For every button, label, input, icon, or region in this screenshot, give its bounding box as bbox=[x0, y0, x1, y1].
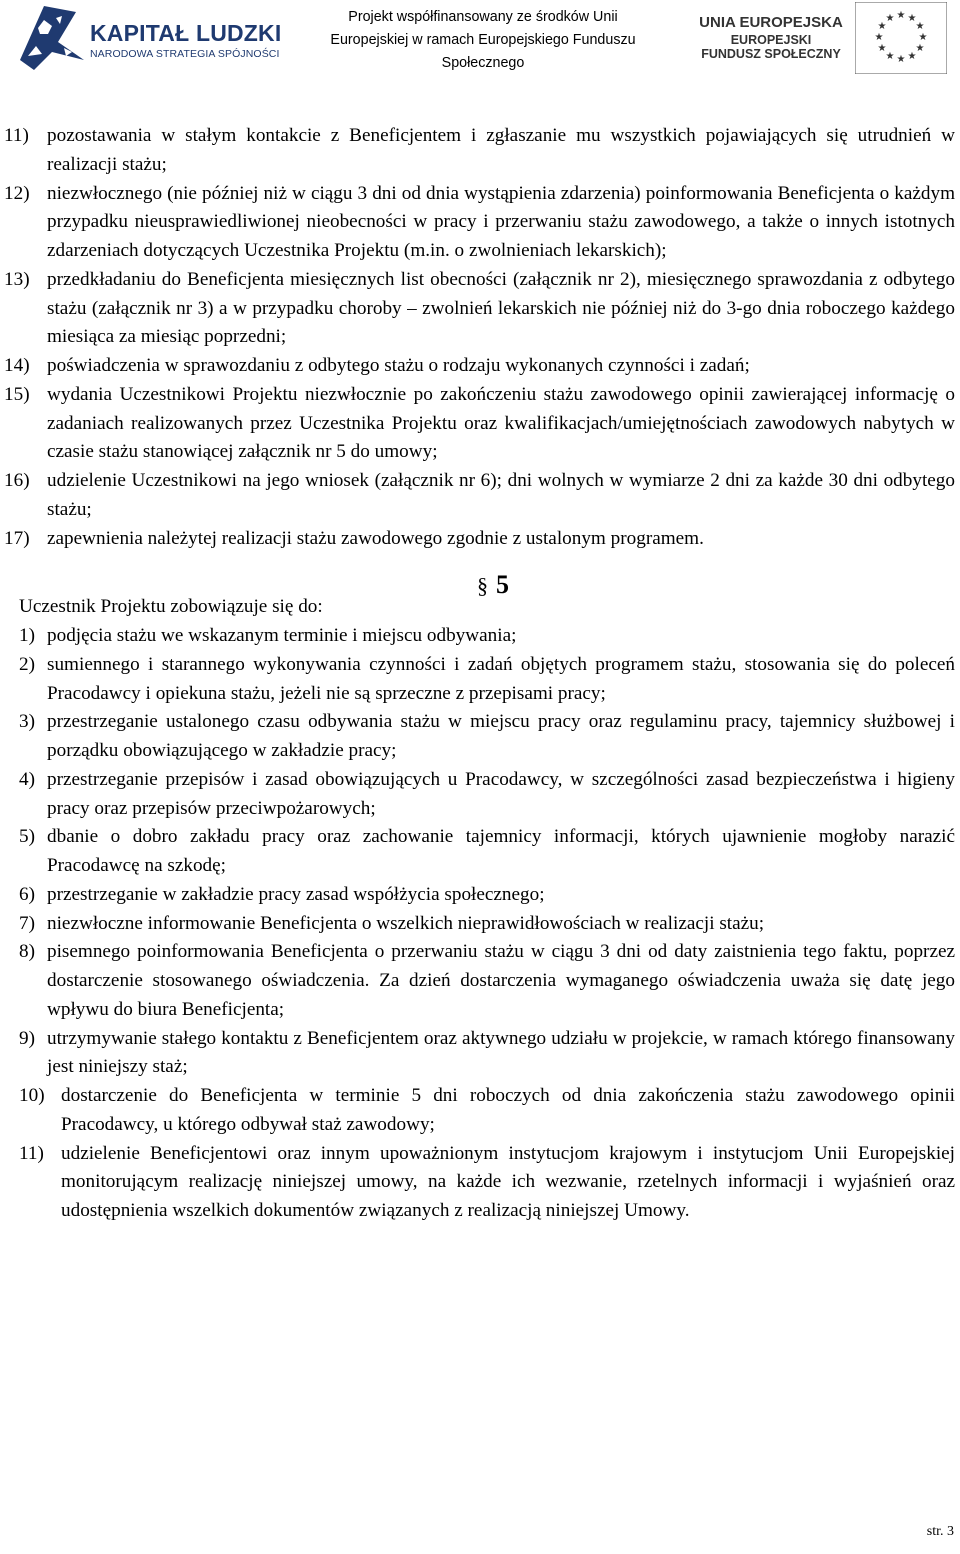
list-item bbox=[0, 1140, 960, 1226]
item-number: 8) bbox=[19, 941, 35, 963]
item-number: 11) bbox=[4, 125, 29, 146]
item-text: dostarczenie do Beneficjenta w terminie 5 dni roboczych od dnia zakończenia stażu zawodowego opinii Pracodawcy, u którego odbywał staż zawodowy; bbox=[61, 1085, 955, 1135]
item-number: 12) bbox=[4, 182, 30, 204]
section-number: 5 bbox=[496, 570, 509, 600]
item-number: 10) bbox=[19, 1085, 45, 1106]
svg-text:★: ★ bbox=[918, 32, 928, 43]
list-item bbox=[0, 525, 960, 554]
eu-line-3: FUNDUSZ SPOŁECZNY bbox=[701, 47, 841, 61]
list-item bbox=[0, 823, 960, 881]
svg-text:★: ★ bbox=[874, 32, 884, 43]
eu-text bbox=[696, 14, 846, 61]
list-item bbox=[0, 352, 960, 381]
item-number: 2) bbox=[19, 653, 35, 675]
page-number: str. 3 bbox=[926, 1524, 954, 1539]
svg-text:★: ★ bbox=[885, 13, 895, 24]
item-number: 9) bbox=[19, 1027, 35, 1049]
item-text: podjęcia stażu we wskazanym terminie i miejscu odbywania; bbox=[47, 625, 517, 646]
page-header bbox=[0, 0, 960, 80]
obligations-list-b bbox=[0, 622, 960, 1226]
list-item bbox=[0, 910, 960, 939]
item-text: przestrzeganie w zakładzie pracy zasad współżycia społecznego; bbox=[47, 883, 545, 905]
kl-name: KAPITAŁ LUDZKI bbox=[90, 20, 282, 46]
item-text: sumiennego i starannego wykonywania czynności i zadań objętych programem stażu, stosowania się do poleceń Pracodawcy i opiekuna stażu, jeżeli nie są sprzeczne z przepisami pracy; bbox=[47, 653, 955, 704]
section-intro: Uczestnik Projektu zobowiązuje się do: bbox=[19, 596, 323, 618]
eu-line-2: EUROPEJSKI bbox=[730, 33, 812, 47]
list-item bbox=[0, 381, 960, 467]
item-text: pozostawania w stałym kontakcie z Beneficjentem i zgłaszanie mu wszystkich pojawiających się utrudnień w realizacji stażu; bbox=[47, 125, 955, 175]
kapital-ludzki-text bbox=[90, 20, 281, 60]
obligations-list-a bbox=[0, 122, 960, 553]
list-item bbox=[0, 881, 960, 910]
item-number: 5) bbox=[19, 826, 35, 848]
item-text: niezwłoczne informowanie Beneficjenta o wszelkich nieprawidłowościach w realizacji stażu; bbox=[47, 912, 765, 934]
item-number: 13) bbox=[4, 268, 30, 290]
svg-text:★: ★ bbox=[877, 21, 887, 32]
item-number: 11) bbox=[19, 1142, 44, 1164]
item-number: 14) bbox=[4, 355, 30, 376]
item-text: wydania Uczestnikowi Projektu niezwłocznie po zakończeniu stażu zawodowego opinii zawierającej informację o zadaniach realizowanych przez Uczestnika Projektu oraz kwalifikacjach/umiejętnościach zawodowych nabytych w czasie stażu stanowiącej załącznik nr 5 do umowy; bbox=[47, 383, 955, 463]
section-symbol: § bbox=[477, 573, 488, 599]
item-text: poświadczenia w sprawozdaniu z odbytego stażu o rodzaju wykonanych czynności i zadań; bbox=[47, 355, 750, 376]
list-item bbox=[0, 651, 960, 709]
cofinancing-line-3: Społecznego bbox=[441, 55, 525, 71]
item-text: przestrzeganie ustalonego czasu odbywania stażu w miejscu pracy oraz regulaminu pracy, tajemnicy służbowej i porządku obowiązującego w zakładzie pracy; bbox=[47, 711, 955, 761]
svg-text:★: ★ bbox=[907, 51, 917, 62]
kl-subtitle: NARODOWA STRATEGIA SPÓJNOŚCI bbox=[90, 48, 280, 60]
list-item bbox=[0, 122, 960, 180]
list-item bbox=[0, 766, 960, 824]
cofinancing-note bbox=[318, 6, 648, 75]
item-text: przedkładaniu do Beneficjenta miesięcznych list obecności (załącznik nr 2), miesięcznego sprawozdania z odbytego stażu (załącznik nr 3) a w przypadku choroby – zwolnień lekarskich nie później niż do 3-go dnia roboczego każdego miesiąca za miesiąc poprzedni; bbox=[47, 268, 955, 348]
list-item bbox=[0, 180, 960, 266]
cofinancing-line-2: Europejskiej w ramach Europejskiego Funduszu bbox=[330, 32, 636, 48]
item-number: 16) bbox=[4, 470, 30, 491]
list-item bbox=[0, 622, 960, 651]
item-number: 15) bbox=[4, 383, 30, 405]
svg-text:★: ★ bbox=[896, 54, 906, 65]
item-number: 6) bbox=[19, 883, 35, 905]
eu-flag-icon bbox=[855, 2, 947, 74]
list-item bbox=[0, 266, 960, 352]
svg-text:★: ★ bbox=[885, 51, 895, 62]
svg-text:★: ★ bbox=[877, 43, 887, 54]
document-body bbox=[0, 122, 960, 1226]
cofinancing-line-1: Projekt współfinansowany ze środków Unii bbox=[348, 9, 618, 25]
item-text: zapewnienia należytej realizacji stażu zawodowego zgodnie z ustalonym programem. bbox=[47, 527, 704, 549]
svg-text:★: ★ bbox=[915, 21, 925, 32]
list-item bbox=[0, 708, 960, 766]
list-item bbox=[0, 1082, 960, 1140]
list-item bbox=[0, 467, 960, 525]
item-number: 3) bbox=[19, 711, 35, 733]
svg-text:★: ★ bbox=[896, 10, 906, 21]
item-text: pisemnego poinformowania Beneficjenta o przerwaniu stażu w ciągu 3 dni od daty zaistnienia tego faktu, poprzez dostarczenie stosowanego oświadczenia. Za dzień dostarczenia wymaganego oświadczenia uważa się datę jego wpływu do biura Beneficjenta; bbox=[47, 941, 955, 1020]
item-text: udzielenie Uczestnikowi na jego wniosek (załącznik nr 6); dni wolnych w wymiarze 2 dni za każde 30 dni odbytego stażu; bbox=[47, 470, 955, 520]
item-text: przestrzeganie przepisów i zasad obowiązujących u Pracodawcy, w szczególności zasad bezpieczeństwa i higieny pracy oraz przepisów przeciwpożarowych; bbox=[47, 768, 955, 819]
item-number: 4) bbox=[19, 768, 35, 790]
item-number: 7) bbox=[19, 912, 35, 934]
item-number: 1) bbox=[19, 625, 35, 646]
item-text: utrzymywanie stałego kontaktu z Beneficjentem oraz aktywnego udziału w projekcie, w ramach którego finansowany jest niniejszy staż; bbox=[47, 1027, 955, 1078]
svg-text:★: ★ bbox=[907, 13, 917, 24]
item-number: 17) bbox=[4, 527, 30, 549]
list-item bbox=[0, 1025, 960, 1083]
item-text: udzielenie Beneficjentowi oraz innym upoważnionym instytucjom krajowym i instytucjom Unii Europejskiej monitorującym realizację niniejszej umowy, na każde ich wezwanie, rzetelnych informacji i wyjaśnień oraz udostępnienia wszelkich dokumentów związanych z realizacją niniejszej Umowy. bbox=[61, 1142, 955, 1221]
list-item bbox=[0, 938, 960, 1024]
svg-text:★: ★ bbox=[915, 43, 925, 54]
item-text: dbanie o dobro zakładu pracy oraz zachowanie tajemnicy informacji, których ujawnienie mogłoby narazić Pracodawcę na szkodę; bbox=[47, 826, 955, 876]
eu-line-1: UNIA EUROPEJSKA bbox=[699, 14, 843, 31]
item-text: niezwłocznego (nie później niż w ciągu 3 dni od dnia wystąpienia zdarzenia) poinformowania Beneficjenta o każdym przypadku nieusprawiedliwionej nieobecności w pracy i przerwaniu stażu zawodowego, a także o innych istotnych zdarzeniach dotyczących Uczestnika Projektu (m.in. o zwolnieniach lekarskich); bbox=[47, 182, 955, 261]
